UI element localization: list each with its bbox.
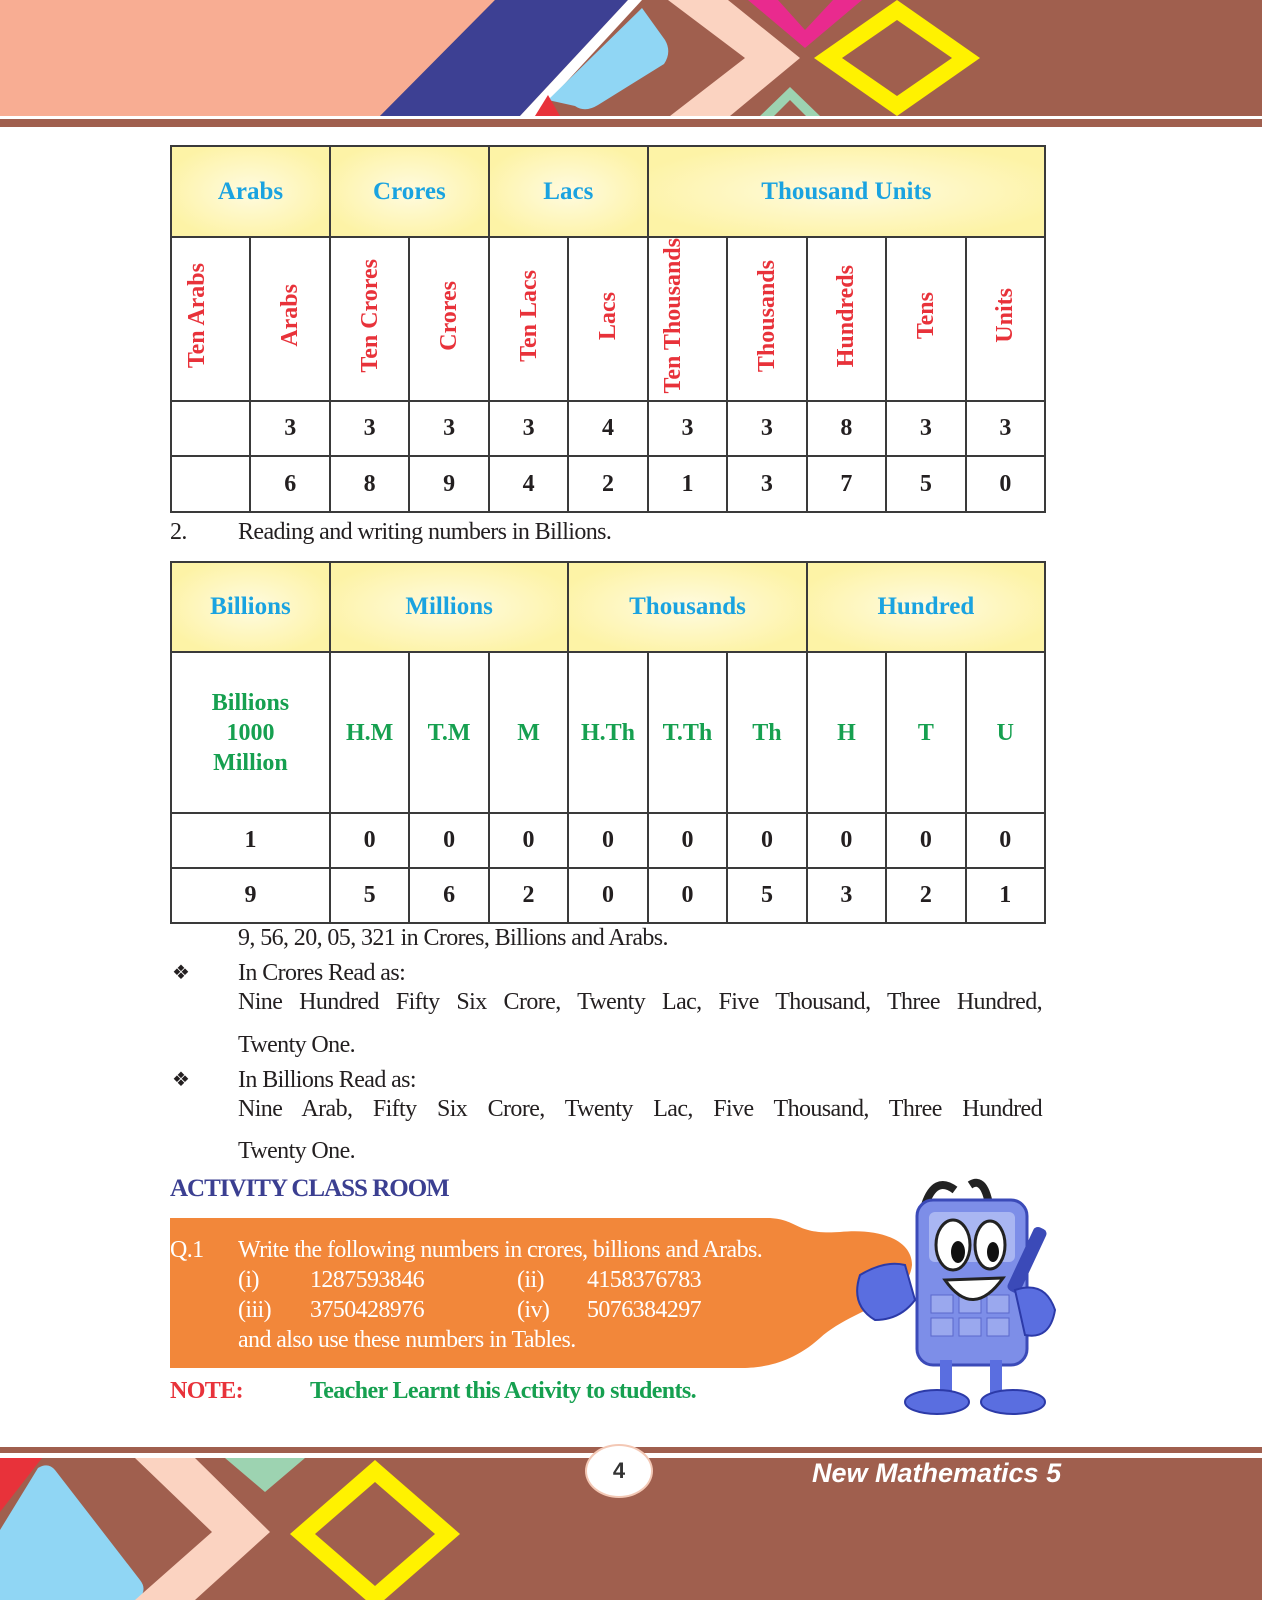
question-number: Q.1 xyxy=(170,1237,204,1263)
column-header xyxy=(489,237,568,401)
group-header: Arabs xyxy=(171,146,330,237)
table-cell: 8 xyxy=(330,456,409,512)
table-cell: 0 xyxy=(409,813,488,868)
table-cell: 3 xyxy=(727,401,806,456)
section-number: 2. xyxy=(170,519,187,545)
table-cell: 3 xyxy=(648,401,727,456)
table-cell: 0 xyxy=(568,813,647,868)
column-label: Thousands xyxy=(753,259,780,372)
column-header xyxy=(648,237,727,401)
table-cell: 6 xyxy=(250,456,329,512)
column-label: Ten Arabs xyxy=(183,263,210,369)
column-label: Ten Crores xyxy=(356,258,383,373)
bullet-icon: ❖ xyxy=(172,962,190,984)
table-cell: 5 xyxy=(330,868,409,923)
column-label: Lacs xyxy=(595,291,622,340)
column-header xyxy=(409,237,488,401)
table-cell: 3 xyxy=(886,401,965,456)
item-label: (iv) xyxy=(517,1297,550,1323)
column-label: Ten Thousands xyxy=(660,238,687,394)
table-cell: 2 xyxy=(886,868,965,923)
place-value-table-crores xyxy=(170,145,1046,513)
table-cell: 4 xyxy=(489,456,568,512)
table-cell: 7 xyxy=(807,456,886,512)
crores-reading-line2: Twenty One. xyxy=(238,1032,356,1058)
column-header xyxy=(171,237,250,401)
item-label: (ii) xyxy=(517,1267,544,1293)
group-header: Hundred xyxy=(807,562,1045,652)
billions-heading: In Billions Read as: xyxy=(238,1067,416,1093)
column-header xyxy=(330,237,409,401)
table-cell: 3 xyxy=(250,401,329,456)
column-header xyxy=(568,237,647,401)
group-header: Millions xyxy=(330,562,568,652)
activity-title: ACTIVITY CLASS ROOM xyxy=(170,1175,449,1202)
question-text: Write the following numbers in crores, billions and Arabs. xyxy=(238,1237,763,1263)
group-header: Crores xyxy=(330,146,489,237)
column-header: U xyxy=(966,652,1045,813)
table-cell: 4 xyxy=(568,401,647,456)
bullet-icon: ❖ xyxy=(172,1069,190,1091)
table-cell: 0 xyxy=(966,813,1045,868)
column-header: Th xyxy=(727,652,806,813)
table-cell: 1 xyxy=(171,813,330,868)
column-header: T.Th xyxy=(648,652,727,813)
item-label: (i) xyxy=(238,1267,259,1293)
table-cell xyxy=(171,456,250,512)
table-cell: 6 xyxy=(409,868,488,923)
table-cell: 3 xyxy=(727,456,806,512)
item-value: 5076384297 xyxy=(587,1297,702,1323)
table-cell: 0 xyxy=(648,868,727,923)
group-header: Thousands xyxy=(568,562,806,652)
table-cell: 3 xyxy=(966,401,1046,456)
table-cell: 3 xyxy=(807,868,886,923)
table-cell: 3 xyxy=(330,401,409,456)
table-cell: 2 xyxy=(568,456,647,512)
column-header xyxy=(886,237,965,401)
column-header xyxy=(727,237,806,401)
column-label: Crores xyxy=(436,280,463,351)
item-value: 3750428976 xyxy=(310,1297,425,1323)
table-cell: 8 xyxy=(807,401,886,456)
table-cell: 1 xyxy=(966,868,1045,923)
table-cell: 2 xyxy=(489,868,568,923)
note-text: Teacher Learnt this Activity to students. xyxy=(310,1378,697,1404)
table-cell: 5 xyxy=(886,456,965,512)
question-closing: and also use these numbers in Tables. xyxy=(238,1327,576,1353)
note-label: NOTE: xyxy=(170,1378,244,1404)
table-cell: 0 xyxy=(648,813,727,868)
example-intro: 9, 56, 20, 05, 321 in Crores, Billions and Arabs. xyxy=(238,925,668,951)
table-cell: 0 xyxy=(886,813,965,868)
table-cell: 3 xyxy=(489,401,568,456)
column-header: T.M xyxy=(409,652,488,813)
billions-reading-line1: Nine Arab, Fifty Six Crore, Twenty Lac, Five Thousand, Three Hundred xyxy=(238,1096,1042,1122)
column-header xyxy=(966,237,1046,401)
column-header: H xyxy=(807,652,886,813)
table-cell: 0 xyxy=(330,813,409,868)
table-cell: 1 xyxy=(648,456,727,512)
column-header xyxy=(250,237,329,401)
table-cell: 0 xyxy=(568,868,647,923)
column-header: M xyxy=(489,652,568,813)
table-row xyxy=(171,401,1045,456)
page-number: 4 xyxy=(585,1444,653,1498)
column-label: Tens xyxy=(912,292,939,340)
book-title: New Mathematics 5 xyxy=(812,1458,1062,1488)
item-value: 4158376783 xyxy=(587,1267,702,1293)
column-label: Ten Lacs xyxy=(515,269,542,362)
header-decoration xyxy=(0,0,1262,130)
table-cell xyxy=(171,401,250,456)
billions-reading-line2: Twenty One. xyxy=(238,1138,356,1164)
column-header: Billions 1000 Million xyxy=(171,652,330,813)
table-cell: 0 xyxy=(489,813,568,868)
column-label: Arabs xyxy=(277,284,304,348)
column-header: T xyxy=(886,652,965,813)
table-cell: 9 xyxy=(409,456,488,512)
column-label: Units xyxy=(992,288,1019,344)
place-value-table-billions xyxy=(170,561,1046,924)
calculator-mascot-illustration xyxy=(845,1170,1065,1420)
item-label: (iii) xyxy=(238,1297,271,1323)
table-cell: 0 xyxy=(966,456,1046,512)
table-row xyxy=(171,868,1045,923)
section-title: Reading and writing numbers in Billions. xyxy=(238,519,612,545)
group-header: Billions xyxy=(171,562,330,652)
table-cell: 5 xyxy=(727,868,806,923)
table-cell: 9 xyxy=(171,868,330,923)
column-header: H.M xyxy=(330,652,409,813)
crores-heading: In Crores Read as: xyxy=(238,960,406,986)
column-header: H.Th xyxy=(568,652,647,813)
group-header: Lacs xyxy=(489,146,648,237)
column-label: Hundreds xyxy=(833,264,860,367)
table-cell: 0 xyxy=(807,813,886,868)
crores-reading-line1: Nine Hundred Fifty Six Crore, Twenty Lac, Five Thousand, Three Hundred, xyxy=(238,989,1042,1015)
table-row xyxy=(171,456,1045,512)
group-header: Thousand Units xyxy=(648,146,1045,237)
table-cell: 3 xyxy=(409,401,488,456)
item-value: 1287593846 xyxy=(310,1267,425,1293)
column-header xyxy=(807,237,886,401)
table-row xyxy=(171,813,1045,868)
table-cell: 0 xyxy=(727,813,806,868)
